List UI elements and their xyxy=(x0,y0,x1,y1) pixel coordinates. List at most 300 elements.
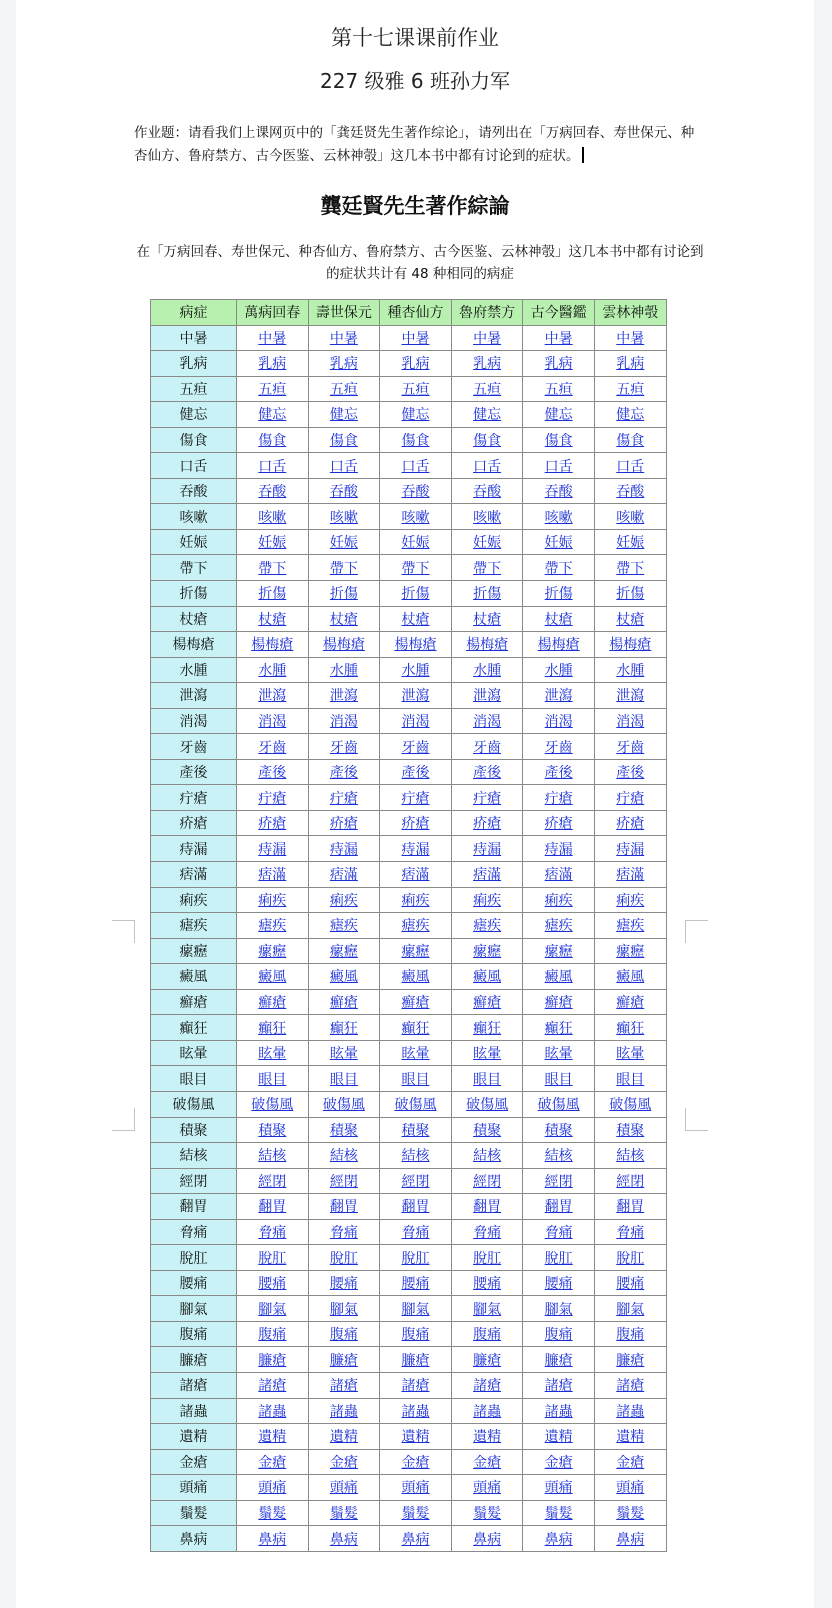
symptom-link[interactable]: 消渴 xyxy=(473,714,502,731)
symptom-link[interactable]: 腳氣 xyxy=(258,1301,287,1318)
symptom-link-cell xyxy=(237,1040,309,1066)
symptom-link[interactable]: 腰痛 xyxy=(544,1276,573,1293)
symptom-link[interactable]: 臁瘡 xyxy=(401,1352,430,1369)
symptom-link[interactable]: 中暑 xyxy=(616,330,645,347)
symptom-link[interactable]: 產後 xyxy=(401,765,430,782)
symptom-link[interactable]: 中暑 xyxy=(544,330,573,347)
symptom-link[interactable]: 口舌 xyxy=(473,458,502,475)
symptom-link-cell xyxy=(380,862,452,888)
symptom-link[interactable]: 脅痛 xyxy=(616,1224,645,1241)
symptom-link[interactable]: 杖瘡 xyxy=(401,611,430,628)
symptom-link[interactable]: 疔瘡 xyxy=(473,790,502,807)
symptom-link[interactable]: 癜風 xyxy=(473,969,502,986)
symptom-link[interactable]: 中暑 xyxy=(401,330,430,347)
symptom-link[interactable]: 水腫 xyxy=(473,662,502,679)
symptom-link[interactable]: 癲狂 xyxy=(544,1020,573,1037)
symptom-link[interactable]: 泄瀉 xyxy=(473,688,502,705)
symptom-link[interactable]: 牙齒 xyxy=(544,739,573,756)
symptom-link[interactable]: 眩暈 xyxy=(616,1046,645,1063)
symptom-link[interactable]: 疥瘡 xyxy=(544,816,573,833)
symptom-link[interactable]: 鼻病 xyxy=(258,1531,287,1548)
symptom-link[interactable]: 破傷風 xyxy=(322,1097,365,1114)
symptom-link[interactable]: 癬瘡 xyxy=(329,995,358,1012)
symptom-link[interactable]: 經閉 xyxy=(616,1173,645,1190)
symptom-link[interactable]: 帶下 xyxy=(401,560,430,577)
symptom-link[interactable]: 杖瘡 xyxy=(544,611,573,628)
table-row xyxy=(151,683,667,709)
symptom-link[interactable]: 鼻病 xyxy=(616,1531,645,1548)
symptom-link[interactable]: 腹痛 xyxy=(473,1327,502,1344)
symptom-link[interactable]: 瘧疾 xyxy=(258,918,287,935)
symptom-link[interactable]: 杖瘡 xyxy=(329,611,358,628)
symptom-link[interactable]: 瘰癧 xyxy=(258,943,287,960)
symptom-link[interactable]: 吞酸 xyxy=(473,484,502,501)
symptom-link[interactable]: 痞滿 xyxy=(473,867,502,884)
symptom-link[interactable]: 瘧疾 xyxy=(401,918,430,935)
symptom-link[interactable]: 眼目 xyxy=(329,1071,358,1088)
symptom-link[interactable]: 腰痛 xyxy=(473,1276,502,1293)
symptom-link[interactable]: 咳嗽 xyxy=(544,509,573,526)
symptom-link[interactable]: 吞酸 xyxy=(329,484,358,501)
symptom-link[interactable]: 疔瘡 xyxy=(616,790,645,807)
symptom-link[interactable]: 痢疾 xyxy=(401,892,430,909)
symptom-link[interactable]: 乳病 xyxy=(258,356,287,373)
symptom-link[interactable]: 乳病 xyxy=(473,356,502,373)
symptom-link[interactable]: 健忘 xyxy=(329,407,358,424)
symptom-link[interactable]: 口舌 xyxy=(616,458,645,475)
symptom-link[interactable]: 脫肛 xyxy=(329,1250,358,1267)
symptom-link[interactable]: 癲狂 xyxy=(401,1020,430,1037)
symptom-link[interactable]: 妊娠 xyxy=(616,535,645,552)
symptom-link[interactable]: 中暑 xyxy=(473,330,502,347)
symptom-link[interactable]: 五疸 xyxy=(329,381,358,398)
symptom-link-cell xyxy=(523,1143,595,1169)
symptom-link-cell xyxy=(451,887,523,913)
symptom-link[interactable]: 乳病 xyxy=(401,356,430,373)
symptom-link[interactable]: 產後 xyxy=(329,765,358,782)
symptom-link[interactable]: 金瘡 xyxy=(258,1454,287,1471)
symptom-link[interactable]: 腹痛 xyxy=(401,1327,430,1344)
symptom-link[interactable]: 鬚髮 xyxy=(473,1505,502,1522)
symptom-link[interactable]: 妊娠 xyxy=(544,535,573,552)
symptom-link[interactable]: 眼目 xyxy=(258,1071,287,1088)
symptom-link[interactable]: 臁瘡 xyxy=(544,1352,573,1369)
symptom-link[interactable]: 腹痛 xyxy=(616,1327,645,1344)
symptom-link[interactable]: 消渴 xyxy=(544,714,573,731)
symptom-link[interactable]: 五疸 xyxy=(401,381,430,398)
symptom-link[interactable]: 諸瘡 xyxy=(329,1378,358,1395)
symptom-link[interactable]: 健忘 xyxy=(544,407,573,424)
symptom-link[interactable]: 瘰癧 xyxy=(329,943,358,960)
symptom-link[interactable]: 眩暈 xyxy=(329,1046,358,1063)
symptom-link[interactable]: 眩暈 xyxy=(544,1046,573,1063)
symptom-link[interactable]: 消渴 xyxy=(616,714,645,731)
symptom-link[interactable]: 結核 xyxy=(329,1148,358,1165)
symptom-link[interactable]: 腳氣 xyxy=(329,1301,358,1318)
symptom-link[interactable]: 五疸 xyxy=(616,381,645,398)
symptom-link[interactable]: 破傷風 xyxy=(609,1097,652,1114)
table-row xyxy=(151,836,667,862)
symptom-link[interactable]: 瘰癧 xyxy=(544,943,573,960)
symptom-link[interactable]: 折傷 xyxy=(401,586,430,603)
symptom-link[interactable]: 眼目 xyxy=(544,1071,573,1088)
symptom-link[interactable]: 瘧疾 xyxy=(473,918,502,935)
symptom-link[interactable]: 痞滿 xyxy=(329,867,358,884)
symptom-link[interactable]: 結核 xyxy=(544,1148,573,1165)
symptom-link[interactable]: 破傷風 xyxy=(466,1097,509,1114)
symptom-link[interactable]: 泄瀉 xyxy=(258,688,287,705)
symptom-link[interactable]: 折傷 xyxy=(258,586,287,603)
symptom-link[interactable]: 健忘 xyxy=(473,407,502,424)
symptom-link[interactable]: 脅痛 xyxy=(258,1224,287,1241)
assignment-text[interactable] xyxy=(134,122,704,168)
symptom-link[interactable]: 咳嗽 xyxy=(616,509,645,526)
symptom-link[interactable]: 鬚髮 xyxy=(544,1505,573,1522)
symptom-link[interactable]: 脅痛 xyxy=(544,1224,573,1241)
symptom-link[interactable]: 積聚 xyxy=(473,1122,502,1139)
symptom-link[interactable]: 脅痛 xyxy=(401,1224,430,1241)
symptom-link[interactable]: 痞滿 xyxy=(258,867,287,884)
symptom-link[interactable]: 傷食 xyxy=(258,433,287,449)
symptom-link[interactable]: 咳嗽 xyxy=(258,509,287,526)
symptom-link[interactable]: 牙齒 xyxy=(329,739,358,756)
symptom-link[interactable]: 眩暈 xyxy=(401,1046,430,1063)
symptom-link[interactable]: 水腫 xyxy=(616,662,645,679)
symptom-link[interactable]: 積聚 xyxy=(401,1122,430,1139)
symptom-link[interactable]: 諸瘡 xyxy=(544,1378,573,1395)
symptom-link[interactable]: 翻胃 xyxy=(473,1199,502,1216)
symptom-link[interactable]: 痢疾 xyxy=(329,892,358,909)
symptom-link[interactable]: 遺精 xyxy=(616,1429,645,1446)
symptom-link[interactable]: 臁瘡 xyxy=(258,1352,287,1369)
symptom-link[interactable]: 楊梅瘡 xyxy=(322,637,365,654)
symptom-link[interactable]: 牙齒 xyxy=(258,739,287,756)
symptom-link[interactable]: 乳病 xyxy=(544,356,573,373)
symptom-link[interactable]: 妊娠 xyxy=(329,535,358,552)
symptom-link[interactable]: 諸蟲 xyxy=(401,1403,430,1420)
symptom-link[interactable]: 痢疾 xyxy=(473,892,502,909)
symptom-link[interactable]: 楊梅瘡 xyxy=(537,637,580,654)
symptom-link[interactable]: 杖瘡 xyxy=(616,611,645,628)
symptom-link[interactable]: 產後 xyxy=(616,765,645,782)
symptom-link[interactable]: 臁瘡 xyxy=(616,1352,645,1369)
symptom-link[interactable]: 水腫 xyxy=(401,662,430,679)
symptom-link[interactable]: 帶下 xyxy=(258,560,287,577)
symptom-link[interactable]: 積聚 xyxy=(329,1122,358,1139)
symptom-link[interactable]: 疥瘡 xyxy=(258,816,287,833)
symptom-link[interactable]: 經閉 xyxy=(258,1173,287,1190)
symptom-link[interactable]: 癲狂 xyxy=(473,1020,502,1037)
symptom-link[interactable]: 產後 xyxy=(258,765,287,782)
symptom-link[interactable]: 腳氣 xyxy=(544,1301,573,1318)
symptom-link[interactable]: 疥瘡 xyxy=(616,816,645,833)
symptom-link[interactable]: 帶下 xyxy=(329,560,358,577)
symptom-link[interactable]: 水腫 xyxy=(258,662,287,679)
symptom-link[interactable]: 癜風 xyxy=(616,969,645,986)
symptom-link[interactable]: 諸瘡 xyxy=(401,1378,430,1395)
symptom-link[interactable]: 痔漏 xyxy=(401,841,430,858)
symptom-link[interactable]: 折傷 xyxy=(473,586,502,603)
symptom-link[interactable]: 五疸 xyxy=(544,381,573,398)
symptom-link[interactable]: 腹痛 xyxy=(329,1327,358,1344)
symptom-link[interactable]: 痔漏 xyxy=(544,841,573,858)
symptom-link[interactable]: 折傷 xyxy=(544,586,573,603)
symptom-link[interactable]: 咳嗽 xyxy=(401,509,430,526)
symptom-link[interactable]: 脅痛 xyxy=(473,1224,502,1241)
symptom-link[interactable]: 鼻病 xyxy=(329,1531,358,1548)
symptom-link[interactable]: 眩暈 xyxy=(258,1046,287,1063)
symptom-link[interactable]: 頭痛 xyxy=(401,1480,430,1497)
symptom-link[interactable]: 鬚髮 xyxy=(616,1505,645,1522)
symptom-link[interactable]: 瘰癧 xyxy=(401,943,430,960)
symptom-link[interactable]: 產後 xyxy=(473,765,502,782)
symptom-link[interactable]: 水腫 xyxy=(544,662,573,679)
symptom-link[interactable]: 經閉 xyxy=(544,1173,573,1190)
symptom-link[interactable]: 楊梅瘡 xyxy=(251,637,294,654)
symptom-link[interactable]: 中暑 xyxy=(258,330,287,347)
symptom-link[interactable]: 癜風 xyxy=(401,969,430,986)
symptom-link[interactable]: 痔漏 xyxy=(329,841,358,858)
symptom-link[interactable]: 泄瀉 xyxy=(544,688,573,705)
symptom-link[interactable]: 腹痛 xyxy=(544,1327,573,1344)
symptom-link[interactable]: 疔瘡 xyxy=(258,790,287,807)
symptom-link[interactable]: 瘰癧 xyxy=(616,943,645,960)
symptom-link[interactable]: 癲狂 xyxy=(329,1020,358,1037)
symptom-link[interactable]: 腳氣 xyxy=(401,1301,430,1318)
symptom-link[interactable]: 口舌 xyxy=(401,458,430,475)
symptom-link[interactable]: 疥瘡 xyxy=(401,816,430,833)
symptom-link[interactable]: 翻胃 xyxy=(329,1199,358,1216)
symptom-link[interactable]: 水腫 xyxy=(329,662,358,679)
symptom-link[interactable]: 頭痛 xyxy=(616,1480,645,1497)
symptom-link-cell xyxy=(451,632,523,658)
symptom-link[interactable]: 頭痛 xyxy=(544,1480,573,1497)
symptom-link[interactable]: 遺精 xyxy=(473,1429,502,1446)
symptom-link[interactable]: 五疸 xyxy=(258,381,287,398)
symptom-link[interactable]: 眼目 xyxy=(616,1071,645,1088)
symptom-link[interactable]: 諸瘡 xyxy=(258,1378,287,1395)
symptom-link[interactable]: 結核 xyxy=(616,1148,645,1165)
symptom-link[interactable]: 脫肛 xyxy=(473,1250,502,1267)
symptom-link[interactable]: 金瘡 xyxy=(544,1454,573,1471)
symptom-link[interactable]: 遺精 xyxy=(401,1429,430,1446)
symptom-link-cell xyxy=(523,938,595,964)
symptom-link[interactable]: 癜風 xyxy=(258,969,287,986)
symptom-link[interactable]: 腳氣 xyxy=(616,1301,645,1318)
symptom-link[interactable]: 口舌 xyxy=(258,458,287,475)
symptom-link[interactable]: 經閉 xyxy=(329,1173,358,1190)
symptom-link[interactable]: 脫肛 xyxy=(258,1250,287,1267)
symptom-link[interactable]: 諸瘡 xyxy=(616,1378,645,1395)
symptom-link[interactable]: 妊娠 xyxy=(401,535,430,552)
symptom-link[interactable]: 五疸 xyxy=(473,381,502,398)
symptom-link[interactable]: 頭痛 xyxy=(258,1480,287,1497)
symptom-link[interactable]: 脫肛 xyxy=(616,1250,645,1267)
symptom-link[interactable]: 吞酸 xyxy=(616,484,645,501)
symptom-link[interactable]: 金瘡 xyxy=(616,1454,645,1471)
symptom-link[interactable]: 積聚 xyxy=(544,1122,573,1139)
symptom-link[interactable]: 口舌 xyxy=(544,458,573,475)
symptom-link[interactable]: 乳病 xyxy=(329,356,358,373)
symptom-link[interactable]: 吞酸 xyxy=(258,484,287,501)
symptom-link[interactable]: 破傷風 xyxy=(537,1097,580,1114)
symptom-link[interactable]: 瘧疾 xyxy=(329,918,358,935)
symptom-link[interactable]: 眼目 xyxy=(473,1071,502,1088)
symptom-link[interactable]: 泄瀉 xyxy=(329,688,358,705)
symptom-link[interactable]: 痔漏 xyxy=(473,841,502,858)
symptom-link[interactable]: 帶下 xyxy=(473,560,502,577)
symptom-link[interactable]: 頭痛 xyxy=(473,1480,502,1497)
symptom-link[interactable]: 破傷風 xyxy=(251,1097,294,1114)
symptom-link[interactable]: 牙齒 xyxy=(401,739,430,756)
symptom-link[interactable]: 翻胃 xyxy=(616,1199,645,1216)
symptom-link[interactable]: 吞酸 xyxy=(401,484,430,501)
symptom-link[interactable]: 折傷 xyxy=(616,586,645,603)
symptom-link[interactable]: 楊梅瘡 xyxy=(466,637,509,654)
symptom-link[interactable]: 結核 xyxy=(401,1148,430,1165)
symptom-link[interactable]: 金瘡 xyxy=(329,1454,358,1471)
symptom-link[interactable]: 脫肛 xyxy=(401,1250,430,1267)
symptom-link[interactable]: 脫肛 xyxy=(544,1250,573,1267)
symptom-link[interactable]: 翻胃 xyxy=(258,1199,287,1216)
symptom-link[interactable]: 積聚 xyxy=(616,1122,645,1139)
symptom-link[interactable]: 疥瘡 xyxy=(329,816,358,833)
symptom-link[interactable]: 諸蟲 xyxy=(544,1403,573,1420)
symptom-link[interactable]: 疔瘡 xyxy=(329,790,358,807)
symptom-link[interactable]: 鼻病 xyxy=(401,1531,430,1548)
symptom-link[interactable]: 金瘡 xyxy=(401,1454,430,1471)
symptom-link[interactable]: 帶下 xyxy=(616,560,645,577)
symptom-link[interactable]: 消渴 xyxy=(329,714,358,731)
symptom-link[interactable]: 牙齒 xyxy=(616,739,645,756)
symptom-link[interactable]: 杖瘡 xyxy=(473,611,502,628)
symptom-link[interactable]: 口舌 xyxy=(329,458,358,475)
symptom-link[interactable]: 痢疾 xyxy=(616,892,645,909)
symptom-link[interactable]: 翻胃 xyxy=(401,1199,430,1216)
symptom-link[interactable]: 結核 xyxy=(473,1148,502,1165)
symptom-link[interactable]: 諸蟲 xyxy=(329,1403,358,1420)
symptom-link[interactable]: 臁瘡 xyxy=(473,1352,502,1369)
symptom-link[interactable]: 泄瀉 xyxy=(616,688,645,705)
symptom-link[interactable]: 痞滿 xyxy=(401,867,430,884)
symptom-link[interactable]: 痢疾 xyxy=(544,892,573,909)
symptom-link[interactable]: 腰痛 xyxy=(616,1276,645,1293)
symptom-link[interactable]: 鼻病 xyxy=(473,1531,502,1548)
symptom-link[interactable]: 楊梅瘡 xyxy=(609,637,652,654)
symptom-link[interactable]: 瘰癧 xyxy=(473,943,502,960)
symptom-link[interactable]: 翻胃 xyxy=(544,1199,573,1216)
symptom-link[interactable]: 腹痛 xyxy=(258,1327,287,1344)
symptom-link[interactable]: 疔瘡 xyxy=(401,790,430,807)
symptom-link[interactable]: 健忘 xyxy=(616,407,645,424)
symptom-link[interactable]: 癜風 xyxy=(329,969,358,986)
symptom-link[interactable]: 中暑 xyxy=(329,330,358,347)
symptom-link[interactable]: 傷食 xyxy=(401,433,430,449)
symptom-link[interactable]: 痢疾 xyxy=(258,892,287,909)
symptom-link[interactable]: 泄瀉 xyxy=(401,688,430,705)
symptom-link[interactable]: 傷食 xyxy=(473,433,502,449)
symptom-link[interactable]: 妊娠 xyxy=(473,535,502,552)
symptom-link[interactable]: 鬚髮 xyxy=(258,1505,287,1522)
symptom-link[interactable]: 遺精 xyxy=(544,1429,573,1446)
symptom-link[interactable]: 消渴 xyxy=(401,714,430,731)
symptom-link[interactable]: 腰痛 xyxy=(401,1276,430,1293)
symptom-link[interactable]: 癬瘡 xyxy=(544,995,573,1012)
symptom-link[interactable]: 諸蟲 xyxy=(616,1403,645,1420)
symptom-link[interactable]: 傷食 xyxy=(329,433,358,449)
symptom-link[interactable]: 積聚 xyxy=(258,1122,287,1139)
symptom-link[interactable]: 帶下 xyxy=(544,560,573,577)
symptom-link[interactable]: 痞滿 xyxy=(544,867,573,884)
symptom-link[interactable]: 遺精 xyxy=(329,1429,358,1446)
symptom-link[interactable]: 諸蟲 xyxy=(473,1403,502,1420)
symptom-link[interactable]: 金瘡 xyxy=(473,1454,502,1471)
symptom-link[interactable]: 鼻病 xyxy=(544,1531,573,1548)
symptom-link[interactable]: 杖瘡 xyxy=(258,611,287,628)
symptom-link[interactable]: 瘧疾 xyxy=(544,918,573,935)
symptom-link[interactable]: 癜風 xyxy=(544,969,573,986)
symptom-link[interactable]: 疥瘡 xyxy=(473,816,502,833)
symptom-link[interactable]: 消渴 xyxy=(258,714,287,731)
symptom-link-cell xyxy=(594,1296,666,1322)
symptom-link[interactable]: 咳嗽 xyxy=(473,509,502,526)
symptom-link-cell xyxy=(380,402,452,428)
symptom-link[interactable]: 癲狂 xyxy=(616,1020,645,1037)
symptom-link[interactable]: 折傷 xyxy=(329,586,358,603)
symptom-link[interactable]: 痔漏 xyxy=(616,841,645,858)
symptom-link[interactable]: 妊娠 xyxy=(258,535,287,552)
symptom-link[interactable]: 疔瘡 xyxy=(544,790,573,807)
symptom-link[interactable]: 癬瘡 xyxy=(616,995,645,1012)
symptom-link[interactable]: 諸瘡 xyxy=(473,1378,502,1395)
symptom-link[interactable]: 遺精 xyxy=(258,1429,287,1446)
symptom-link[interactable]: 咳嗽 xyxy=(329,509,358,526)
symptom-link[interactable]: 脅痛 xyxy=(329,1224,358,1241)
symptom-link[interactable]: 結核 xyxy=(258,1148,287,1165)
symptom-link[interactable]: 牙齒 xyxy=(473,739,502,756)
symptom-link[interactable]: 產後 xyxy=(544,765,573,782)
symptom-link[interactable]: 乳病 xyxy=(616,356,645,373)
symptom-link[interactable]: 癲狂 xyxy=(258,1020,287,1037)
symptom-link[interactable]: 破傷風 xyxy=(394,1097,437,1114)
symptom-link[interactable]: 傷食 xyxy=(544,433,573,449)
symptom-link[interactable]: 健忘 xyxy=(258,407,287,424)
symptom-link[interactable]: 腰痛 xyxy=(258,1276,287,1293)
symptom-link[interactable]: 瘧疾 xyxy=(616,918,645,935)
symptom-link[interactable]: 癬瘡 xyxy=(473,995,502,1012)
symptom-link[interactable]: 諸蟲 xyxy=(258,1403,287,1420)
symptom-link[interactable]: 鬚髮 xyxy=(401,1505,430,1522)
symptom-link-cell xyxy=(523,1219,595,1245)
symptom-link[interactable]: 腳氣 xyxy=(473,1301,502,1318)
symptom-link[interactable]: 眼目 xyxy=(401,1071,430,1088)
symptom-link[interactable]: 鬚髮 xyxy=(329,1505,358,1522)
symptom-link[interactable]: 腰痛 xyxy=(329,1276,358,1293)
symptom-link[interactable]: 臁瘡 xyxy=(329,1352,358,1369)
symptom-link[interactable]: 眩暈 xyxy=(473,1046,502,1063)
symptom-link[interactable]: 楊梅瘡 xyxy=(394,637,437,654)
symptom-link[interactable]: 經閉 xyxy=(401,1173,430,1190)
symptom-link[interactable]: 頭痛 xyxy=(329,1480,358,1497)
symptom-link[interactable]: 健忘 xyxy=(401,407,430,424)
symptom-link[interactable]: 痞滿 xyxy=(616,867,645,884)
symptom-link[interactable]: 吞酸 xyxy=(544,484,573,501)
symptom-link[interactable]: 傷食 xyxy=(616,433,645,449)
symptom-link[interactable]: 癬瘡 xyxy=(401,995,430,1012)
symptom-link[interactable]: 癬瘡 xyxy=(258,995,287,1012)
symptom-link[interactable]: 痔漏 xyxy=(258,841,287,858)
symptom-link[interactable]: 經閉 xyxy=(473,1173,502,1190)
